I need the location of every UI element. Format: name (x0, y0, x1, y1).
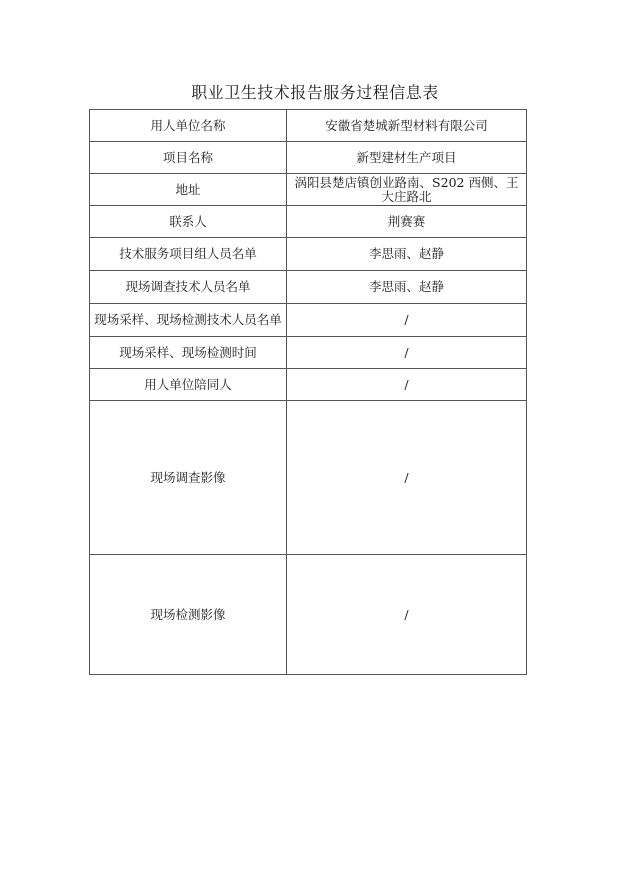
row-label-employer-name: 用人单位名称 (90, 110, 287, 142)
row-label-survey-images: 现场调查影像 (90, 401, 287, 555)
table-row (90, 238, 527, 271)
row-value-employer-name: 安徽省楚城新型材料有限公司 (287, 110, 527, 142)
row-value-survey-staff: 李思雨、赵静 (287, 271, 527, 304)
row-label-accompanying-person: 用人单位陪同人 (90, 369, 287, 401)
document-title: 职业卫生技术报告服务过程信息表 (191, 83, 439, 102)
row-value-sampling-staff: / (287, 304, 527, 337)
table-row (90, 401, 527, 555)
row-label-project-team: 技术服务项目组人员名单 (90, 238, 287, 271)
table-row (90, 337, 527, 369)
table-row (90, 271, 527, 304)
row-value-contact: 荆赛赛 (287, 206, 527, 238)
row-value-project-team: 李思雨、赵静 (287, 238, 527, 271)
row-label-sampling-time: 现场采样、现场检测时间 (90, 337, 287, 369)
row-label-project-name: 项目名称 (90, 142, 287, 174)
table-row (90, 304, 527, 337)
row-value-sampling-time: / (287, 337, 527, 369)
row-value-project-name: 新型建材生产项目 (287, 142, 527, 174)
table-row (90, 174, 527, 206)
table-row (90, 555, 527, 675)
table-row (90, 369, 527, 401)
table-row (90, 206, 527, 238)
row-label-survey-staff: 现场调查技术人员名单 (90, 271, 287, 304)
row-value-address: 涡阳县楚店镇创业路南、S202 西侧、王大庄路北 (287, 174, 527, 206)
row-label-testing-images: 现场检测影像 (90, 555, 287, 675)
row-label-contact: 联系人 (90, 206, 287, 238)
row-value-survey-images: / (287, 401, 527, 555)
row-label-address: 地址 (90, 174, 287, 206)
row-label-sampling-staff: 现场采样、现场检测技术人员名单 (90, 304, 287, 337)
row-value-testing-images: / (287, 555, 527, 675)
service-info-table (89, 109, 527, 675)
table-row (90, 142, 527, 174)
row-value-accompanying-person: / (287, 369, 527, 401)
table-row (90, 110, 527, 142)
